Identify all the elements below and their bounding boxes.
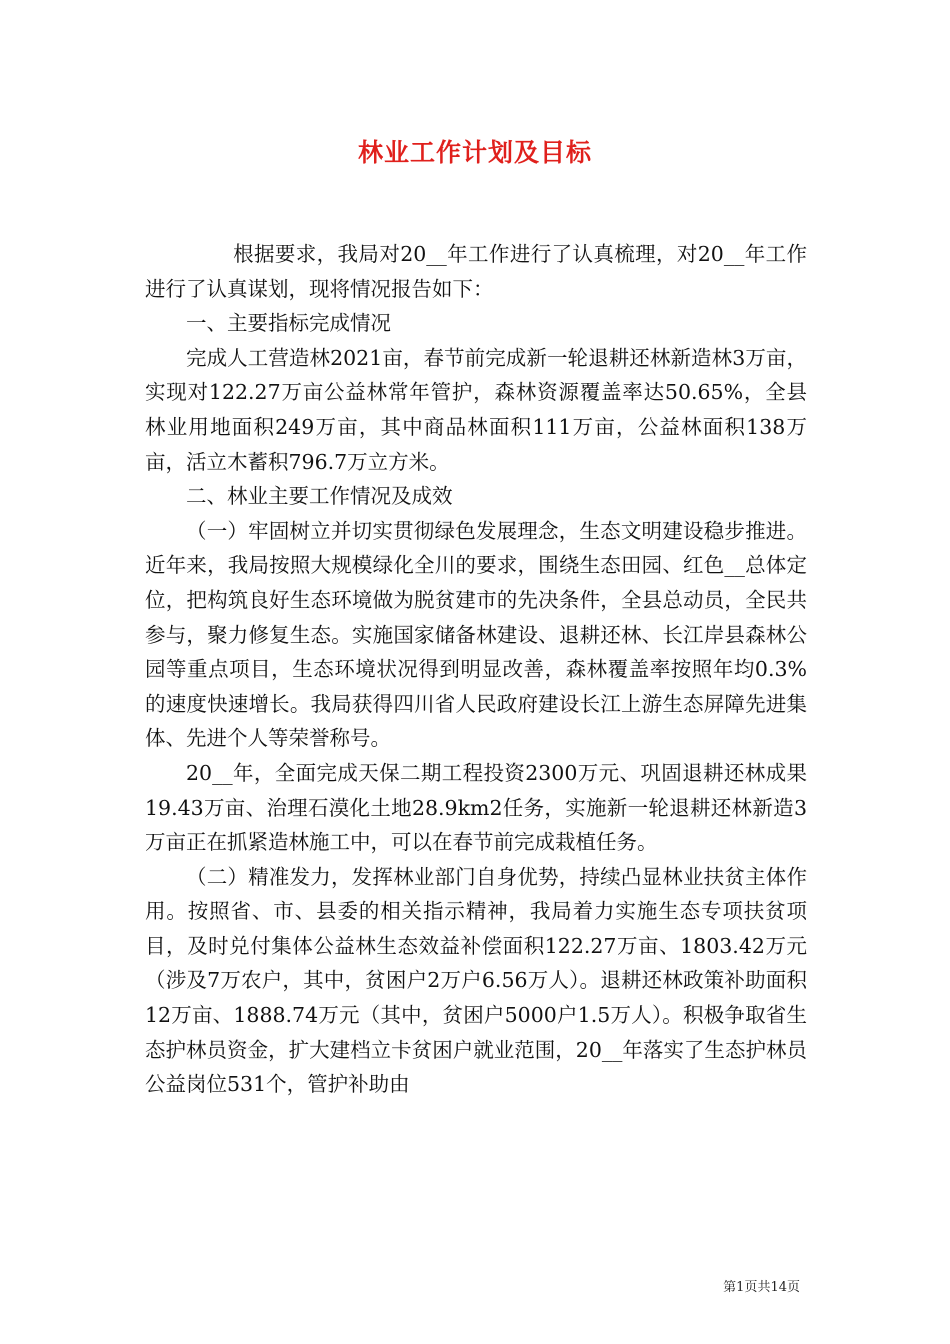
intro-paragraph: 根据要求，我局对20__年工作进行了认真梳理，对20__年工作进行了认真谋划，现将情况报告如下：	[145, 242, 807, 301]
green-development-paragraph: （一）牢固树立并切实贯彻绿色发展理念，生态文明建设稳步推进。近年来，我局按照大规模绿化全川的要求，围绕生态田园、红色__总体定位，把构筑良好生态环境做为脱贫建市的先决条件，全县总动员，全民共参与，聚力修复生态。实施国家储备林建设、退耕还林、长江岸县森林公园等重点项目，生态环境状况得到明显改善，森林覆盖率按照年均0.3%的速度快速增长。我局获得四川省人民政府建设长江上游生态屏障先进集体、先进个人等荣誉称号。	[145, 518, 807, 751]
annual-progress-paragraph: 20__年，全面完成天保二期工程投资2300万元、巩固退耕还林成果19.43万亩、治理石漠化土地28.9km2任务，实施新一轮退耕还林新造3万亩正在抓紧造林施工中，可以在春节前完成栽植任务。	[145, 760, 807, 855]
document-body	[145, 237, 807, 1102]
document-title: 林业工作计划及目标	[357, 138, 592, 167]
poverty-alleviation-paragraph: （二）精准发力，发挥林业部门自身优势，持续凸显林业扶贫主体作用。按照省、市、县委的相关指示精神，我局着力实施生态专项扶贫项目，及时兑付集体公益林生态效益补偿面积122.27万亩、1803.42万元（涉及7万农户，其中，贫困户2万户6.56万人）。退耕还林政策补助面积12万亩、1888.74万元（其中，贫困户5000户1.5万人）。积极争取省生态护林员资金，扩大建档立卡贫困户就业范围，20__年落实了生态护林员公益岗位531个，管护补助由	[145, 864, 807, 1097]
page-number-footer: 第1页共14页	[723, 1280, 800, 1295]
section-heading-1: 一、主要指标完成情况	[186, 311, 391, 336]
section-heading-2: 二、林业主要工作情况及成效	[186, 484, 453, 509]
indicator-paragraph: 完成人工营造林2021亩，春节前完成新一轮退耕还林新造林3万亩，实现对122.27万亩公益林常年管护，森林资源覆盖率达50.65%，全县林业用地面积249万亩，其中商品林面积111万亩，公益林面积138万亩，活立木蓄积796.7万立方米。	[145, 345, 807, 474]
